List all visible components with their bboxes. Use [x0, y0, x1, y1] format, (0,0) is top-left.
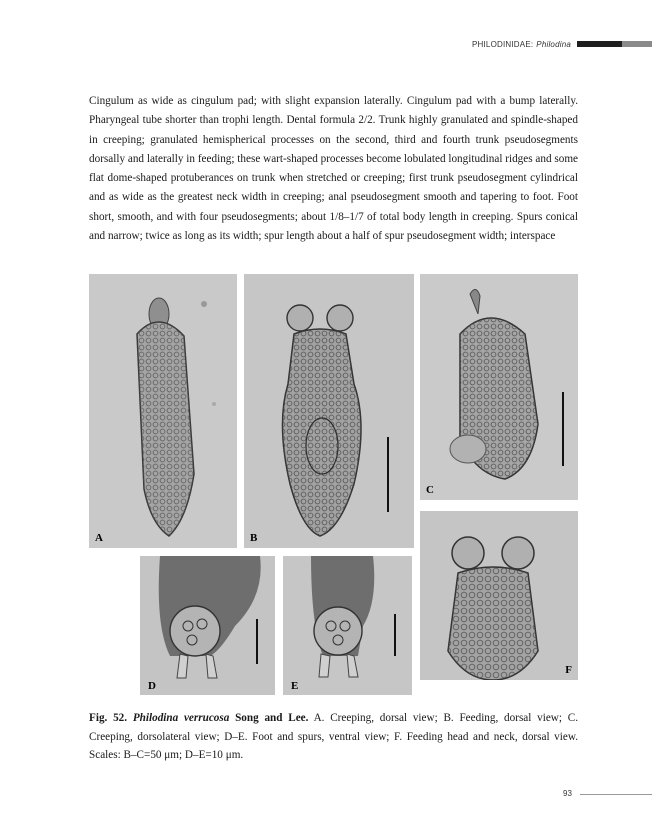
scale-bar [394, 614, 396, 656]
figure-panel-c [420, 274, 578, 500]
scale-bar [256, 619, 258, 664]
figure-panel-f [420, 511, 578, 680]
caption-authors: Song and Lee. [235, 712, 309, 724]
rotifer-dorsolateral-image [420, 274, 578, 500]
running-head-family: PHILODINIDAE: [472, 39, 534, 49]
running-head [472, 38, 652, 50]
body-line: dorsally and laterally in feeding; these wart-shaped processes become lobulated longitudinal ridges and some [89, 152, 578, 165]
folio-rule [580, 794, 652, 795]
rotifer-foot-image [283, 556, 412, 695]
panel-label-f: F [565, 664, 572, 676]
body-paragraph [89, 92, 578, 246]
rotifer-creeping-image [89, 274, 237, 548]
page-number: 93 [563, 789, 572, 798]
figure-caption [89, 709, 578, 765]
scale-bar [387, 437, 389, 512]
panel-label-a: A [95, 532, 103, 544]
caption-species: Philodina verrucosa [132, 712, 230, 724]
caption-figure-number: Fig. 52. [89, 712, 128, 724]
rotifer-head-image [420, 511, 578, 680]
figure-panel-b [244, 274, 414, 548]
body-line: flat dome-shaped protuberances on trunk when stretched or creeping; first trunk pseudosegment cylindrical [89, 172, 578, 185]
panel-label-e: E [291, 680, 299, 692]
panel-label-b: B [250, 532, 258, 544]
figure-panel-e [283, 556, 412, 695]
caption-text: A. Creeping, dorsal view; B. Feeding, dorsal view; C. Creeping, dorsolateral view; D–E. Foot and spurs, ventral view; F. Feeding head and neck, dorsal view. Scales: B–C=50 μm; D–E=10 μm. [89, 712, 578, 761]
body-line: and as wide as the greatest neck width in creeping; anal pseudosegment smooth and tapering to foot. Foot [89, 191, 578, 204]
rotifer-foot-image [140, 556, 275, 695]
panel-label-d: D [148, 680, 156, 692]
body-line: and narrow; twice as long as its width; spur length about a half of spur pseudosegment width; interspace [89, 230, 556, 243]
figure-panel-a [89, 274, 237, 548]
running-head-bar [577, 41, 652, 47]
body-line: Pharyngeal tube shorter than trophi length. Dental formula 2/2. Trunk highly granulated and spindle-shaped [89, 114, 578, 127]
body-line: Cingulum as wide as cingulum pad; with slight expansion laterally. Cingulum pad with a bump laterally. [89, 95, 578, 107]
panel-label-c: C [426, 484, 434, 496]
body-line: short, smooth, and with four pseudosegments; about 1/8–1/7 of total body length in creeping. Spurs conical [89, 210, 578, 223]
scale-bar [562, 392, 564, 466]
figure-panel-d [140, 556, 275, 695]
running-head-genus: Philodina [536, 39, 571, 49]
body-line: in creeping; granulated hemispherical processes on the second, third and fourth trunk pseudosegments [89, 133, 578, 146]
